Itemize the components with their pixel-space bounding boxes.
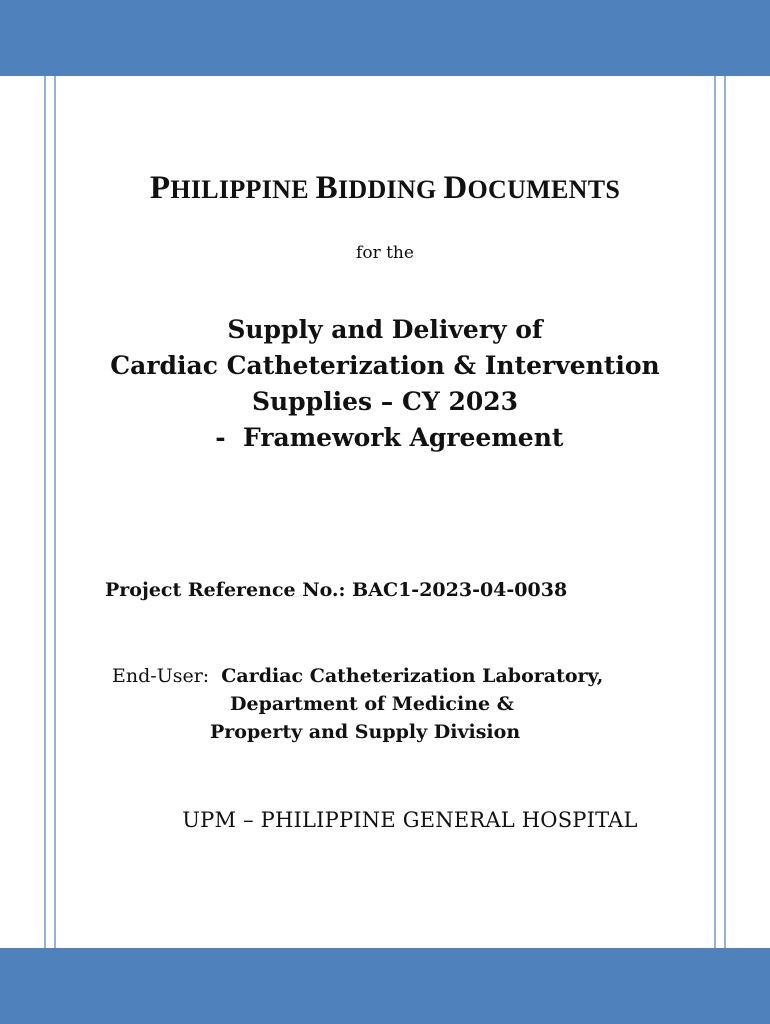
project-title-line: Cardiac Catheterization & Intervention	[110, 351, 660, 380]
end-user-label: End-User:	[112, 665, 210, 687]
project-title	[0, 312, 770, 456]
end-user-first-row	[112, 662, 603, 690]
project-title-line: - Framework Agreement	[206, 423, 564, 452]
end-user-line: Property and Supply Division	[210, 721, 521, 743]
title-word-2: BIDDING	[315, 170, 444, 206]
bottom-color-band	[0, 948, 770, 1024]
top-color-band	[0, 0, 770, 76]
project-title-line: Supply and Delivery of	[227, 315, 543, 344]
for-the-text: for the	[356, 243, 414, 263]
title-word-3: DOCUMENTS	[443, 170, 621, 206]
project-reference: Project Reference No.: BAC1-2023-04-0038	[105, 579, 568, 601]
document-title	[0, 170, 770, 207]
end-user-line: Department of Medicine &	[230, 693, 514, 715]
project-title-line: Supplies – CY 2023	[251, 387, 519, 416]
title-word-1: PHILIPPINE	[149, 170, 316, 206]
end-user-line: Cardiac Catheterization Laboratory,	[221, 665, 604, 687]
hospital-name: UPM – PHILIPPINE GENERAL HOSPITAL	[182, 808, 638, 832]
